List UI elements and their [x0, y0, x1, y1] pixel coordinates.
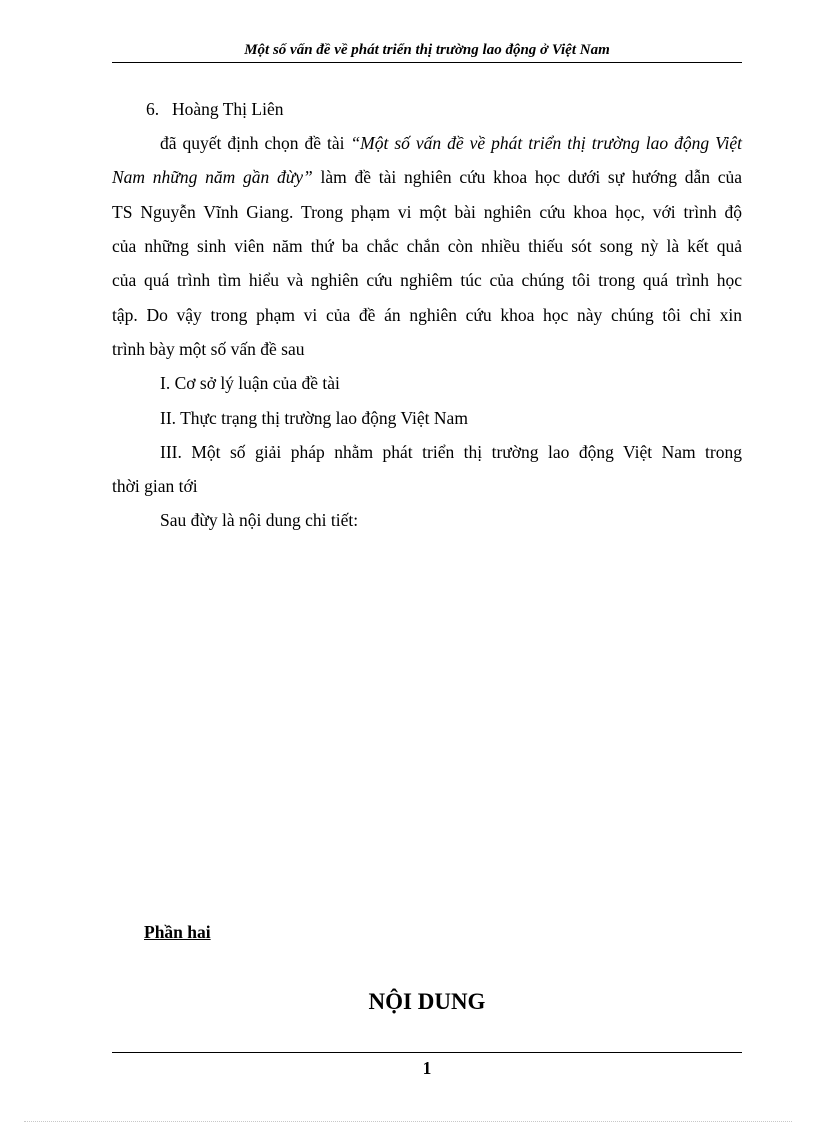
intro-line-3: TS Nguyễn Vĩnh Giang. Trong phạm vi một bài nghiên cứu khoa học, với trình độ — [112, 202, 742, 222]
intro-line-7: trình bày một số vấn đề sau — [112, 339, 305, 359]
outline-item-3-continued: thời gian tới — [112, 476, 198, 496]
intro-line-2 — [112, 165, 742, 189]
header-divider — [112, 62, 742, 63]
closing-line: Sau đừy là nội dung chi tiết: — [160, 510, 359, 530]
intro-line-6: tập. Do vậy trong phạm vi của đề án nghiên cứu khoa học này chúng tôi chỉ xin — [112, 305, 742, 325]
page-edge — [24, 1121, 792, 1122]
outline-item-2: II. Thực trạng thị trường lao động Việt Nam — [160, 408, 468, 428]
footer-divider — [112, 1052, 742, 1053]
page-number: 1 — [422, 1058, 432, 1078]
outline-item-3: III. Một số giải pháp nhằm phát triển thị trường lao động Việt Nam trong — [160, 442, 742, 462]
intro-line-5: của quá trình tìm hiểu và nghiên cứu nghiêm túc của chúng tôi trong quá trình học — [112, 270, 742, 290]
intro-line-2-suffix: làm đề tài nghiên cứu khoa học dưới sự hướng dẫn của — [312, 167, 742, 187]
section-heading: NỘI DUNG — [368, 989, 486, 1014]
section-label: Phần hai — [144, 922, 211, 942]
outline-item-1: I. Cơ sở lý luận của đề tài — [160, 373, 340, 393]
intro-line-1 — [160, 131, 742, 155]
member-list-item — [146, 97, 742, 121]
topic-title-part-1: “Một số vấn đề về phát triển thị trường lao động Việt — [350, 133, 742, 153]
intro-prefix: đã quyết định chọn đề tài — [160, 133, 351, 153]
member-number: 6. — [146, 99, 160, 119]
running-header-title: Một số vấn đề về phát triển thị trường lao động ở Việt Nam — [244, 42, 610, 58]
topic-title-part-2: Nam những năm gần đừy” — [112, 167, 313, 187]
intro-line-4: của những sinh viên năm thứ ba chắc chắn còn nhiều thiếu sót song nỳ là kết quả — [112, 236, 742, 256]
member-name: Hoàng Thị Liên — [172, 99, 284, 119]
